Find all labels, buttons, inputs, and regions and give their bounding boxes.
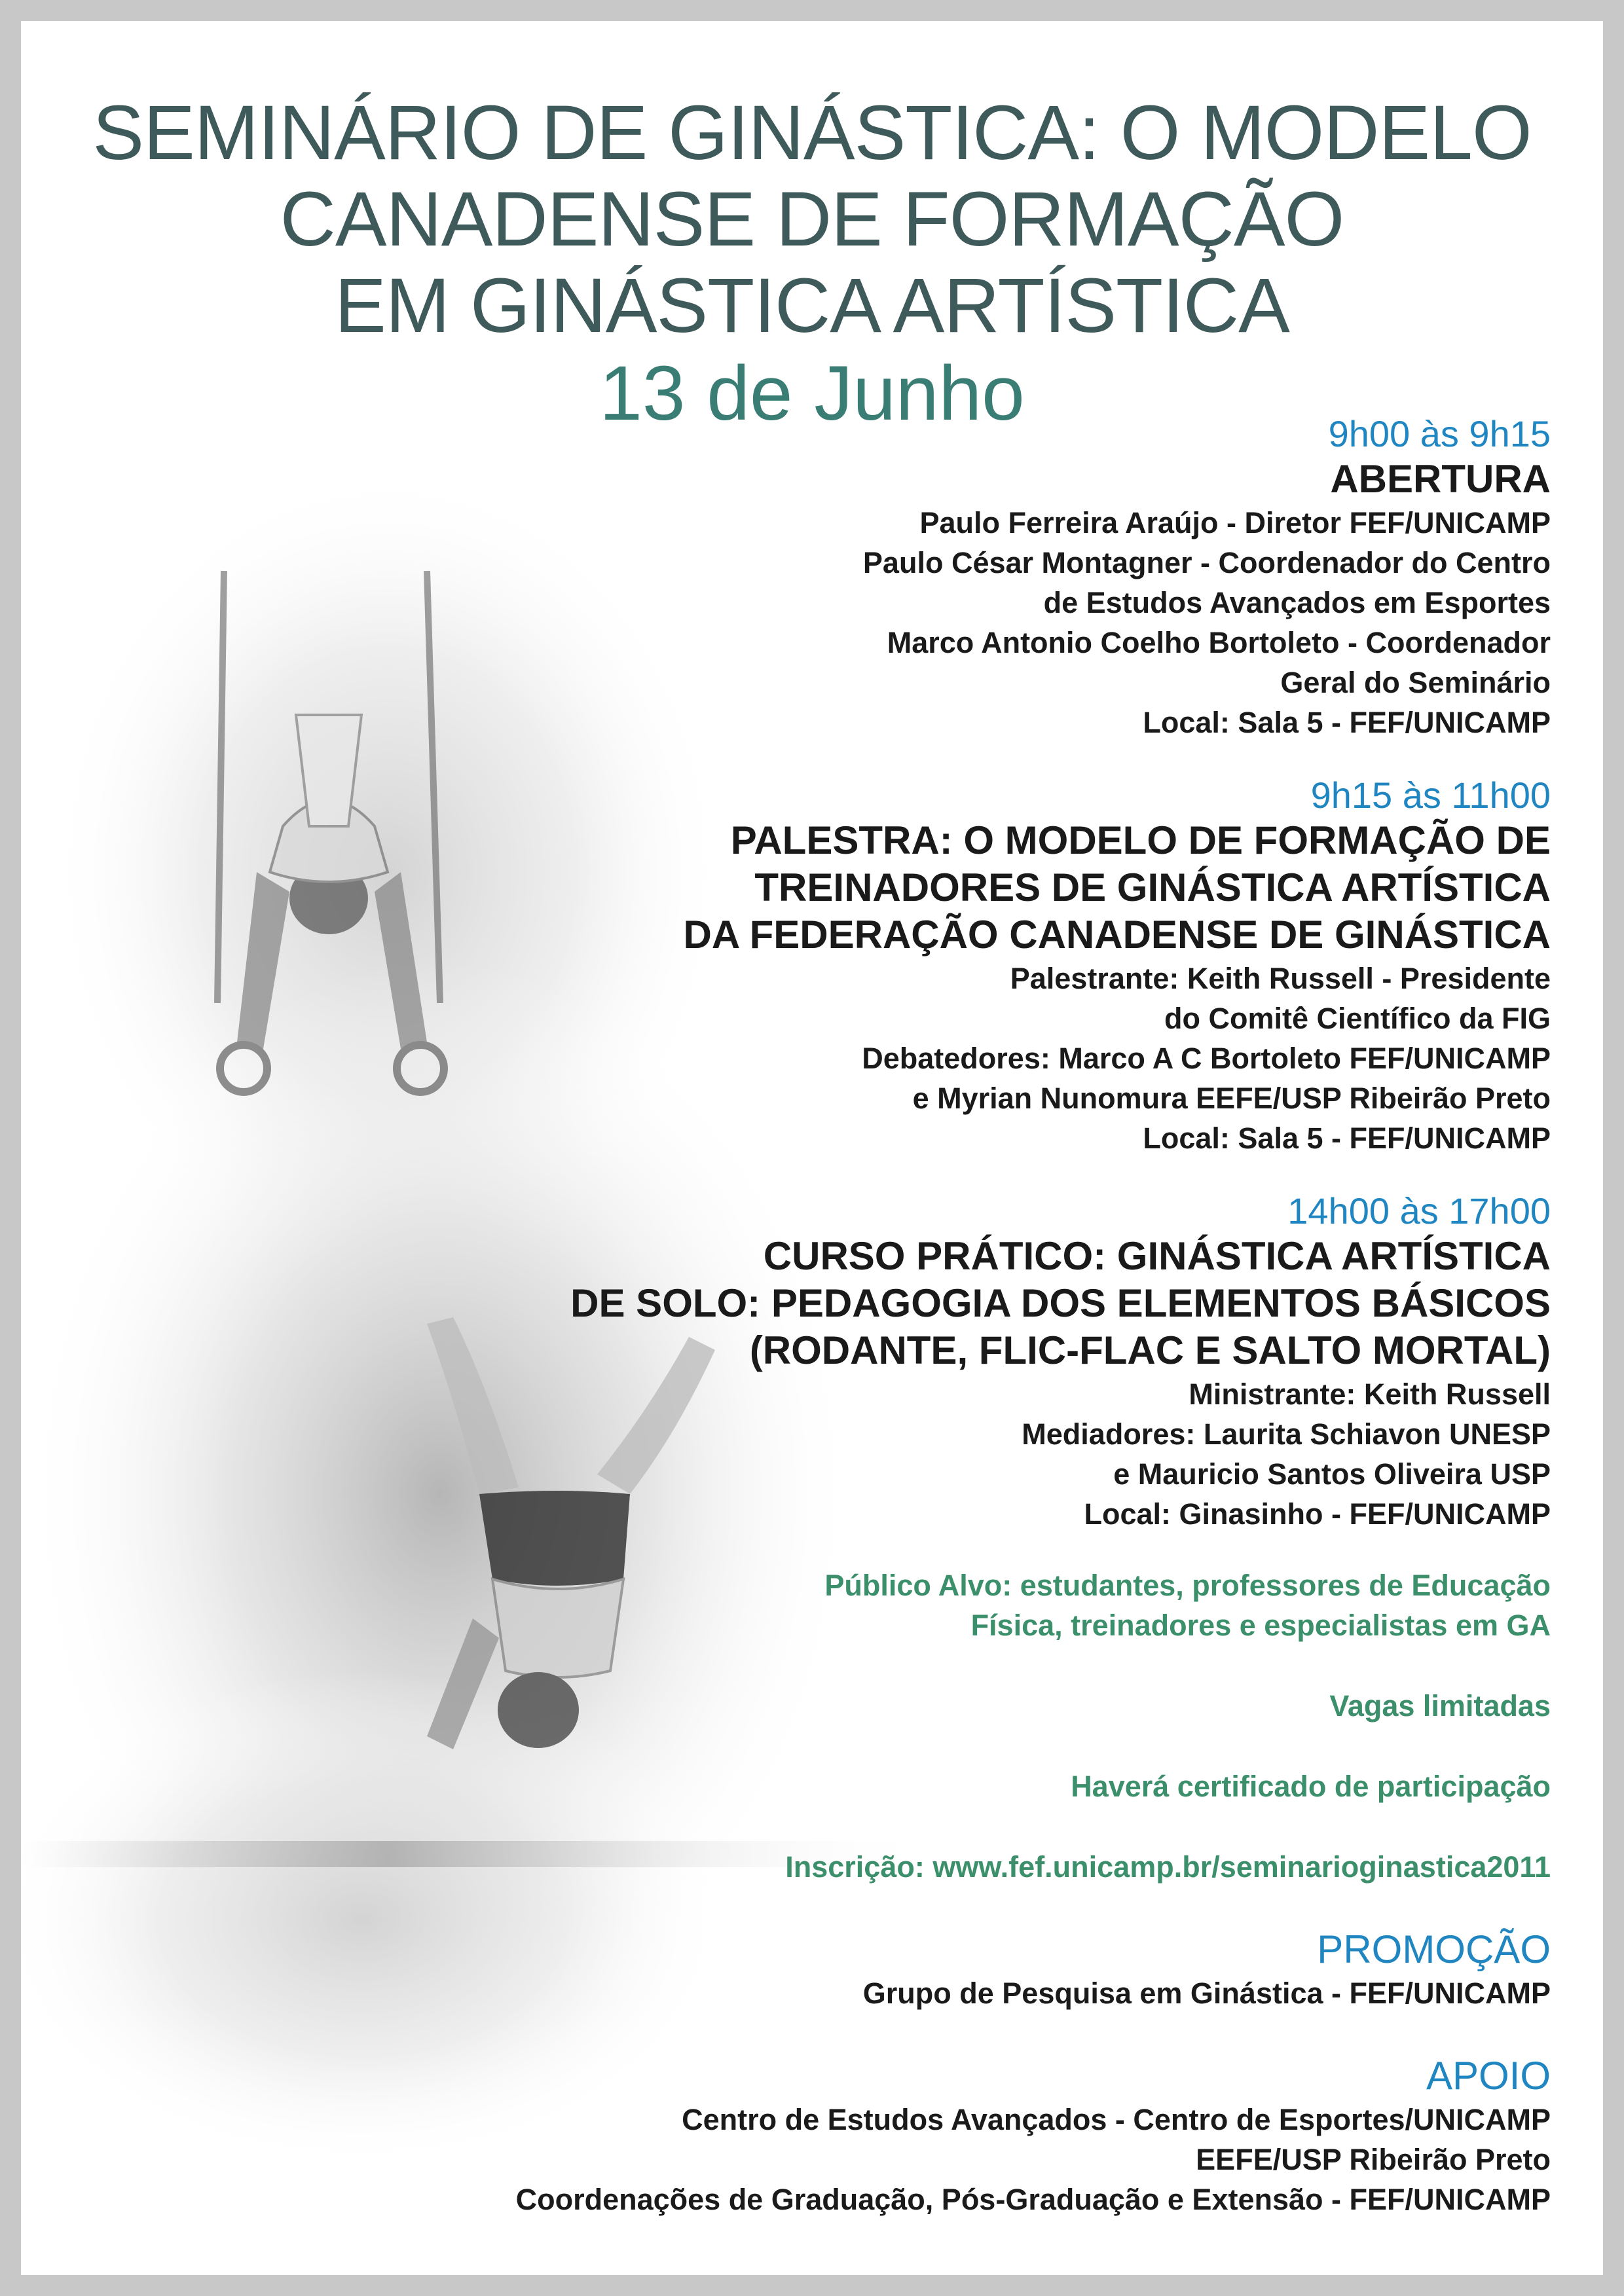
promotion-section [175,1926,1551,2013]
event-info [175,1565,1551,1887]
session-opening [175,412,1551,742]
session-heading: CURSO PRÁTICO: GINÁSTICA ARTÍSTICA [763,1234,1551,1278]
limited-spots: Vagas limitadas [1329,1689,1551,1722]
session-heading: (RODANTE, FLIC-FLAC E SALTO MORTAL) [749,1328,1551,1372]
program-content [175,412,1551,2219]
session-practical-course [175,1190,1551,1534]
session-heading: DA FEDERAÇÃO CANADENSE DE GINÁSTICA [683,913,1551,957]
support-line: Coordenações de Graduação, Pós-Graduação e Extensão - FEF/UNICAMP [515,2183,1551,2216]
session-detail: Palestrante: Keith Russell - Presidente [1010,962,1551,995]
certificate-note: Haverá certificado de participação [1071,1770,1551,1803]
session-detail: Debatedores: Marco A C Bortoleto FEF/UNICAMP [862,1042,1551,1075]
title-line-1: SEMINÁRIO DE GINÁSTICA: O MODELO [92,90,1532,176]
target-audience: Física, treinadores e especialistas em GA [970,1609,1551,1642]
session-location: Local: Sala 5 - FEF/UNICAMP [1143,706,1551,739]
session-location: Local: Ginasinho - FEF/UNICAMP [1084,1497,1551,1531]
session-detail: do Comitê Científico da FIG [1164,1002,1551,1035]
poster [21,21,1603,2275]
session-detail: Mediadores: Laurita Schiavon UNESP [1022,1417,1551,1451]
session-detail: e Myrian Nunomura EEFE/USP Ribeirão Preto [912,1082,1551,1115]
session-heading: TREINADORES DE GINÁSTICA ARTÍSTICA [754,866,1551,909]
session-time: 9h15 às 11h00 [1310,774,1551,816]
title-line-2: CANADENSE DE FORMAÇÃO [280,176,1344,263]
session-detail: Paulo César Montagner - Coordenador do Centro [862,546,1551,579]
session-detail: Paulo Ferreira Araújo - Diretor FEF/UNICAMP [919,506,1551,539]
target-audience: Público Alvo: estudantes, professores de Educação [824,1569,1551,1602]
registration-link[interactable]: Inscrição: www.fef.unicamp.br/seminarioginastica2011 [785,1850,1551,1884]
session-detail: Geral do Seminário [1280,666,1551,699]
session-lecture [175,774,1551,1158]
support-line: EEFE/USP Ribeirão Preto [1196,2143,1551,2176]
session-heading: ABERTURA [1330,457,1551,501]
session-time: 9h00 às 9h15 [1328,413,1551,454]
support-section [175,2052,1551,2219]
session-detail: de Estudos Avançados em Esportes [1043,586,1551,619]
session-detail: Ministrante: Keith Russell [1189,1377,1551,1411]
promotion-line: Grupo de Pesquisa em Ginástica - FEF/UNICAMP [862,1977,1551,2010]
support-line: Centro de Estudos Avançados - Centro de Esportes/UNICAMP [682,2103,1551,2136]
session-heading: PALESTRA: O MODELO DE FORMAÇÃO DE [730,818,1551,862]
session-detail: e Mauricio Santos Oliveira USP [1113,1457,1551,1491]
promotion-heading: PROMOÇÃO [1317,1927,1551,1971]
support-heading: APOIO [1426,2054,1551,2098]
session-heading: DE SOLO: PEDAGOGIA DOS ELEMENTOS BÁSICOS [570,1281,1551,1325]
session-location: Local: Sala 5 - FEF/UNICAMP [1143,1121,1551,1155]
session-detail: Marco Antonio Coelho Bortoleto - Coordenador [887,626,1551,659]
poster-title [21,90,1603,439]
event-date: 13 de Junho [599,350,1025,437]
session-time: 14h00 às 17h00 [1287,1190,1551,1231]
title-line-3: EM GINÁSTICA ARTÍSTICA [335,263,1289,349]
